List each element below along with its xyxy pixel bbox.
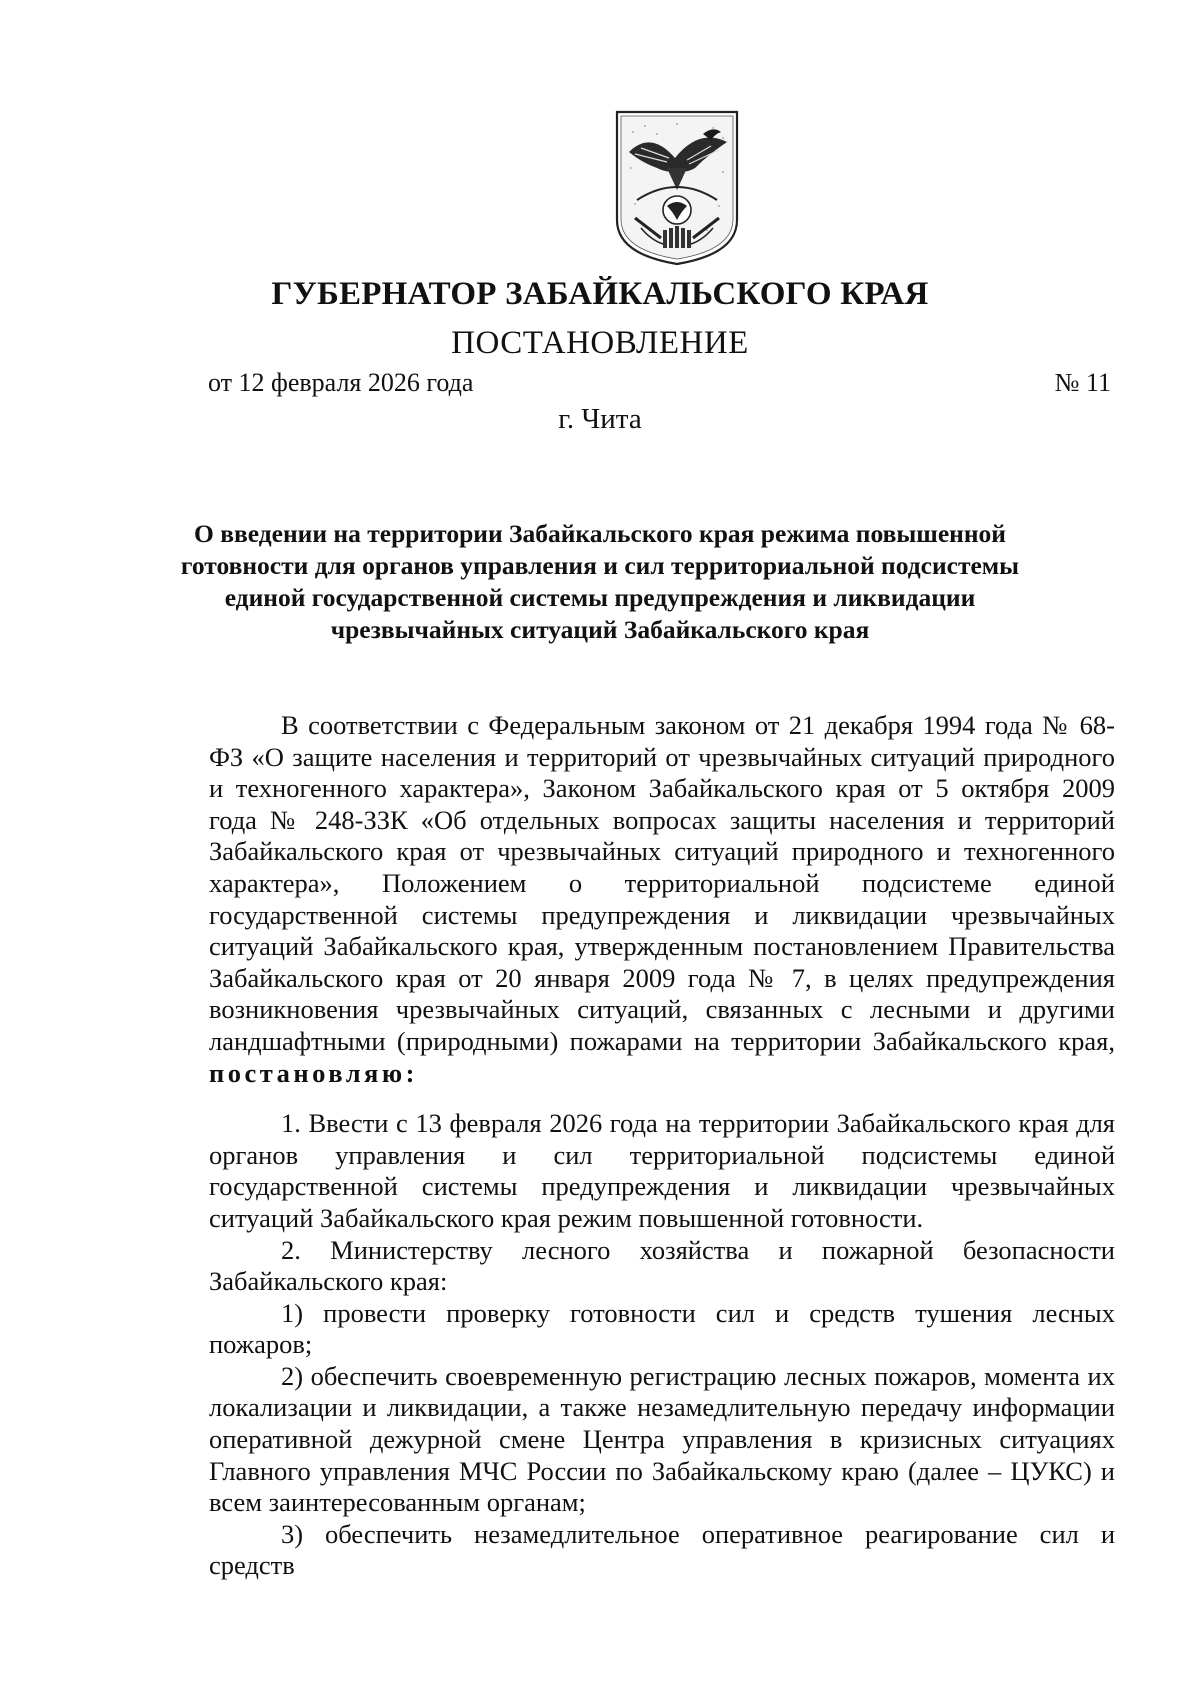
document-heading: О введении на территории Забайкальского края режима повышенной готовности для органов управления и сил территориальной подсистемы единой государственной системы предупреждения и ликвидации чрезвычайных ситуаций Забайкальского края <box>180 519 1020 644</box>
preamble-paragraph <box>209 710 1115 1089</box>
document-date: от 12 февраля 2026 года <box>208 368 474 397</box>
document-body <box>209 710 1115 1582</box>
decree-word: постановляю: <box>209 1057 418 1088</box>
document-number: № 11 <box>1054 368 1111 397</box>
document-type: ПОСТАНОВЛЕНИЕ <box>451 325 749 361</box>
item-2-3: 3) обеспечить незамедлительное оперативное реагирование сил и средств <box>209 1518 1115 1581</box>
document-title: ГУБЕРНАТОР ЗАБАЙКАЛЬСКОГО КРАЯ <box>271 276 929 312</box>
item-2-1: 1) провести проверку готовности сил и средств тушения лесных пожаров; <box>209 1297 1115 1360</box>
item-2: 2. Министерству лесного хозяйства и пожарной безопасности Забайкальского края: <box>209 1234 1115 1297</box>
item-1: 1. Ввести с 13 февраля 2026 года на территории Забайкальского края для органов управления и сил территориальной подсистемы единой государственной системы предупреждения и ликвидации чрезвычайных ситуаций Забайкальского края режим повышенной готовности. <box>209 1108 1115 1233</box>
document-city: г. Чита <box>558 403 642 435</box>
item-2-2: 2) обеспечить своевременную регистрацию лесных пожаров, момента их локализации и ликвидации, а также незамедлительную передачу информации оперативной дежурной смене Центра управления в кризисных ситуациях Главного управления МЧС России по Забайкальскому краю (далее – ЦУКС) и всем заинтересованным органам; <box>209 1360 1115 1518</box>
coat-of-arms-emblem <box>611 108 743 268</box>
preamble-text: В соответствии с Федеральным законом от 21 декабря 1994 года № 68-ФЗ «О защите населения и территорий от чрезвычайных ситуаций природного и техногенного характера», Законом Забайкальского края от 5 октября 2009 года № 248-ЗЗК «Об отдельных вопросах защиты населения и территорий Забайкальского края от чрезвычайных ситуаций природного и техногенного характера», Положением о территориальной подсистеме единой государственной системы предупреждения и ликвидации чрезвычайных ситуаций Забайкальского края, утвержденным постановлением Правительства Забайкальского края от 20 января 2009 года № 7, в целях предупреждения возникновения чрезвычайных ситуаций, связанных с лесными и другими ландшафтными (природными) пожарами на территории Забайкальского края, <box>209 710 1115 1056</box>
